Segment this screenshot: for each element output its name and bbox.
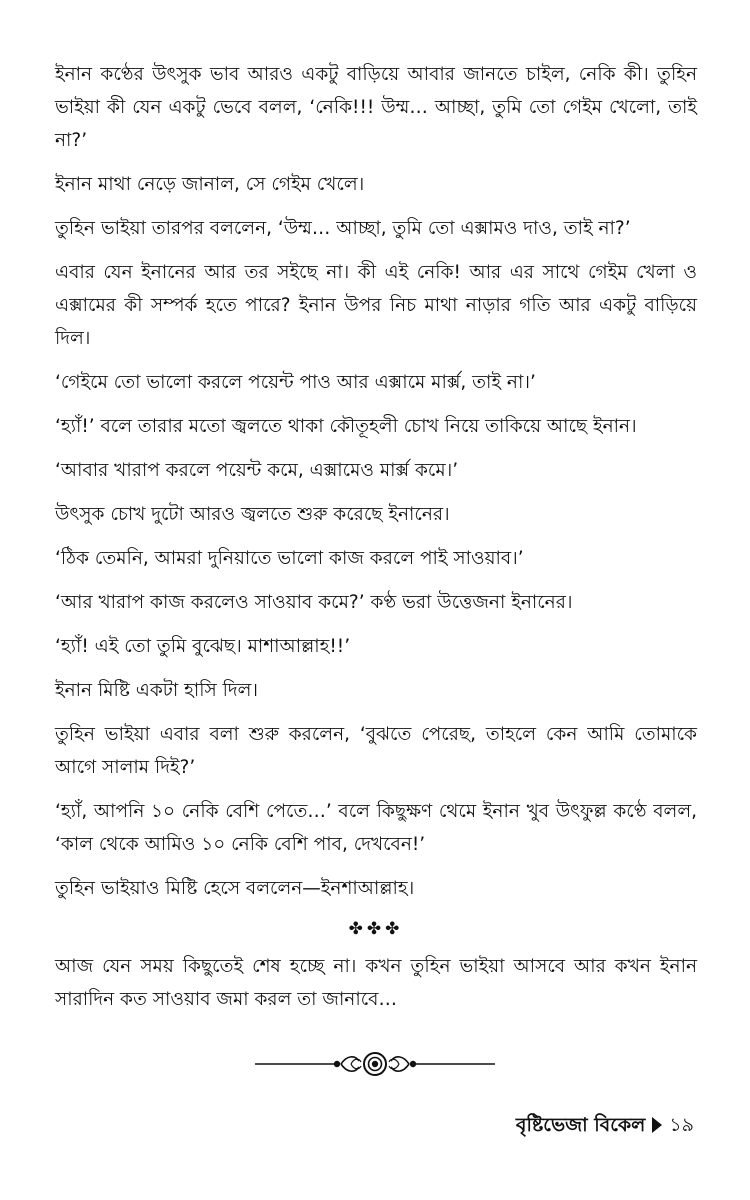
paragraph: উৎসুক চোখ দুটো আরও জ্বলতে শুরু করেছে ইনানের।: [55, 504, 450, 525]
paragraph: ‘হ্যাঁ, আপনি ১০ নেকি বেশি পেতে…’ বলে কিছুক্ষণ থেমে ইনান খুব উৎফুল্ল কণ্ঠে বলল, ‘কাল থেকে আমিও ১০ নেকি বেশি পাব, দেখবেন!’: [55, 801, 697, 855]
paragraph: তুহিন ভাইয়া এবার বলা শুরু করলেন, ‘বুঝতে পেরেছ, তাহলে কেন আমি তোমাকে আগে সালাম দিই?’: [55, 724, 697, 778]
section-separator: ✤✤✤: [348, 919, 404, 939]
paragraph: ‘হ্যাঁ! এই তো তুমি বুঝেছ। মাশাআল্লাহ!!’: [55, 636, 351, 657]
closing-paragraph: আজ যেন সময় কিছুতেই শেষ হচ্ছে না। কখন তুহিন ভাইয়া আসবে আর কখন ইনান সারাদিন কত সাওয়াব জমা করল তা জানাবে…: [55, 956, 697, 1010]
page-body: [55, 58, 697, 1027]
book-title: বৃষ্টিভেজা বিকেল: [515, 1114, 646, 1136]
paragraph: তুহিন ভাইয়া তারপর বললেন, ‘উম্ম… আচ্ছা, তুমি তো এক্সামও দাও, তাই না?’: [55, 218, 631, 239]
paragraph: ‘গেইমে তো ভালো করলে পয়েন্ট পাও আর এক্সামে মার্ক্স, তাই না।’: [55, 372, 536, 393]
paragraph: ইনান মিষ্টি একটা হাসি দিল।: [55, 680, 259, 701]
page-footer: [516, 1111, 694, 1139]
paragraph: ‘আর খারাপ কাজ করলেও সাওয়াব কমে?’ কণ্ঠ ভরা উত্তেজনা ইনানের।: [55, 592, 573, 613]
paragraph: ‘হ্যাঁ!’ বলে তারার মতো জ্বলতে থাকা কৌতূহলী চোখ নিয়ে তাকিয়ে আছে ইনান।: [55, 416, 637, 437]
ornament-divider-icon: [255, 1046, 495, 1082]
paragraph: এবার যেন ইনানের আর তর সইছে না। কী এই নেকি! আর এর সাথে গেইম খেলা ও এক্সামের কী সম্পর্ক হতে পারে? ইনান উপর নিচ মাথা নাড়ার গতি আর একটু বাড়িয়ে দিল।: [55, 262, 697, 349]
triangle-right-icon: [652, 1117, 662, 1133]
paragraph: তুহিন ভাইয়াও মিষ্টি হেসে বললেন—ইনশাআল্লাহ।: [55, 878, 415, 899]
paragraph: ‘আবার খারাপ করলে পয়েন্ট কমে, এক্সামেও মার্ক্স কমে।’: [55, 460, 459, 481]
paragraph: ইনান মাথা নেড়ে জানাল, সে গেইম খেলে।: [55, 174, 365, 195]
paragraph: ‘ঠিক তেমনি, আমরা দুনিয়াতে ভালো কাজ করলে পাই সাওয়াব।’: [55, 548, 524, 569]
page-number: ১৯: [669, 1114, 694, 1136]
paragraph: ইনান কণ্ঠের উৎসুক ভাব আরও একটু বাড়িয়ে আবার জানতে চাইল, নেকি কী। তুহিন ভাইয়া কী যেন একটু ভেবে বলল, ‘নেকি!!! উম্ম… আচ্ছা, তুমি তো গেইম খেলো, তাই না?’: [55, 64, 697, 151]
